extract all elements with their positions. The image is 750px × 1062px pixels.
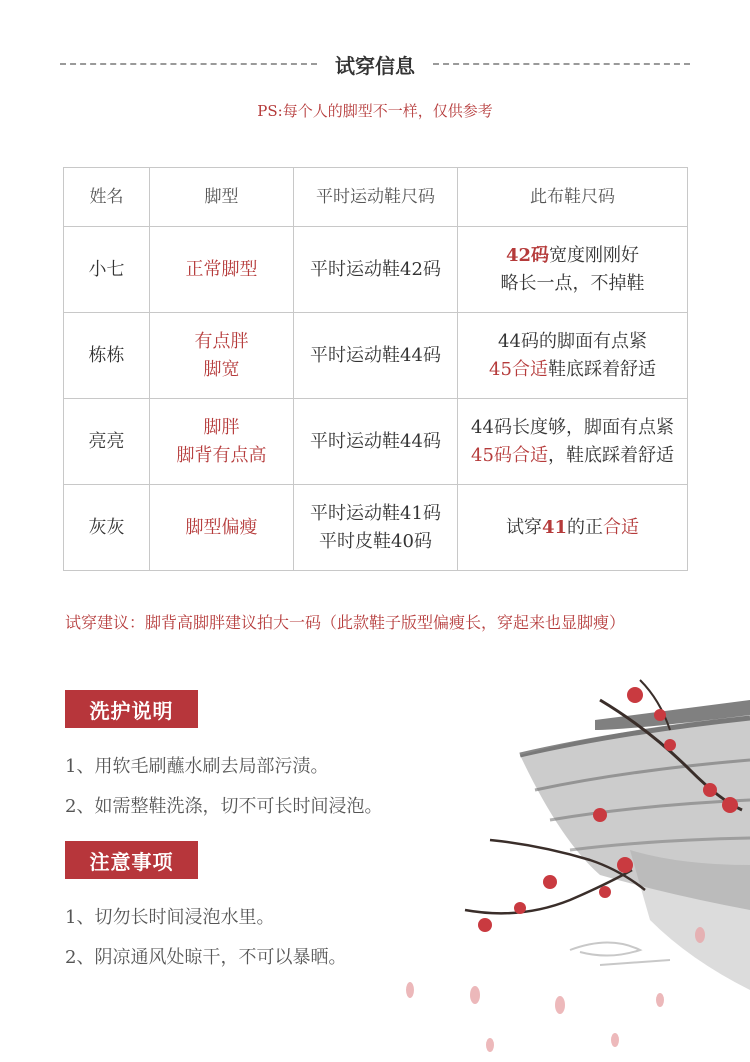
fit-line: 44码的脚面有点紧 [498, 330, 647, 352]
fit-text: 的正 [567, 516, 604, 538]
table-row [64, 313, 688, 399]
usual-size-text: 平时运动鞋44码 [310, 430, 441, 452]
foot-type-text: 脚宽 [203, 358, 240, 380]
cell-fit [458, 227, 688, 313]
fit-line [462, 442, 683, 470]
plum-blossom-roof-illustration [370, 660, 750, 1060]
header-usual-size: 平时运动鞋尺码 [294, 168, 458, 227]
cell-name: 栋栋 [64, 313, 150, 399]
fit-highlight: 合适 [603, 516, 640, 538]
foot-type-text: 脚型偏瘦 [185, 516, 258, 538]
fit-advice: 试穿建议：脚背高脚胖建议拍大一码（此款鞋子版型偏瘦长，穿起来也显脚瘦） [65, 613, 626, 632]
cell-foot-type [150, 227, 294, 313]
fit-text: 试穿 [505, 516, 542, 538]
foot-type-text: 脚胖 [203, 416, 240, 438]
table-row [64, 227, 688, 313]
cell-fit [458, 313, 688, 399]
fit-line: 44码长度够，脚面有点紧 [471, 416, 674, 438]
fit-line [462, 356, 683, 384]
header-name: 姓名 [64, 168, 150, 227]
fit-text: 鞋底踩着舒适 [547, 358, 656, 380]
cell-usual-size [294, 227, 458, 313]
cell-fit [458, 485, 688, 571]
fit-highlight: 45码合适 [471, 444, 548, 466]
title-divider-right [433, 63, 690, 65]
care-item: 1、用软毛刷蘸水刷去局部污渍。 [65, 756, 329, 777]
usual-size-text: 平时运动鞋44码 [310, 344, 441, 366]
care-section-title: 洗护说明 [65, 690, 198, 728]
cell-usual-size [294, 313, 458, 399]
section-title-row [60, 48, 690, 80]
fit-highlight: 45合适 [489, 358, 548, 380]
usual-size-text: 平时皮鞋40码 [319, 530, 432, 552]
table-row [64, 485, 688, 571]
cell-foot-type [150, 399, 294, 485]
cell-foot-type [150, 313, 294, 399]
fit-line [462, 514, 683, 542]
cell-name: 小七 [64, 227, 150, 313]
cell-name: 亮亮 [64, 399, 150, 485]
foot-type-text: 有点胖 [194, 330, 249, 352]
fit-line: 略长一点，不掉鞋 [500, 272, 645, 294]
notice-item: 1、切勿长时间浸泡水里。 [65, 907, 275, 928]
fit-text: 宽度刚刚好 [549, 244, 640, 266]
fit-highlight: 41 [541, 516, 568, 538]
notice-section-title: 注意事项 [65, 841, 198, 879]
header-this-shoe-size: 此布鞋尺码 [458, 168, 688, 227]
care-item: 2、如需整鞋洗涤，切不可长时间浸泡。 [65, 796, 383, 817]
fit-line [462, 242, 683, 270]
table-row [64, 399, 688, 485]
page-title: 试穿信息 [335, 53, 415, 78]
cell-usual-size [294, 399, 458, 485]
cell-fit [458, 399, 688, 485]
header-foot-type: 脚型 [150, 168, 294, 227]
cell-name: 灰灰 [64, 485, 150, 571]
title-divider-left [60, 63, 317, 65]
cell-usual-size [294, 485, 458, 571]
notice-item: 2、阴凉通风处晾干，不可以暴晒。 [65, 947, 347, 968]
fit-highlight: 42码 [505, 244, 550, 266]
foot-type-text: 脚背有点高 [176, 444, 267, 466]
ps-note: PS:每个人的脚型不一样，仅供参考 [257, 102, 493, 120]
usual-size-text: 平时运动鞋42码 [310, 258, 441, 280]
cell-foot-type [150, 485, 294, 571]
table-header-row [64, 168, 688, 227]
usual-size-text: 平时运动鞋41码 [310, 502, 441, 524]
foot-type-text: 正常脚型 [185, 258, 258, 280]
fit-text: ，鞋底踩着舒适 [547, 444, 674, 466]
fit-table [63, 167, 688, 571]
